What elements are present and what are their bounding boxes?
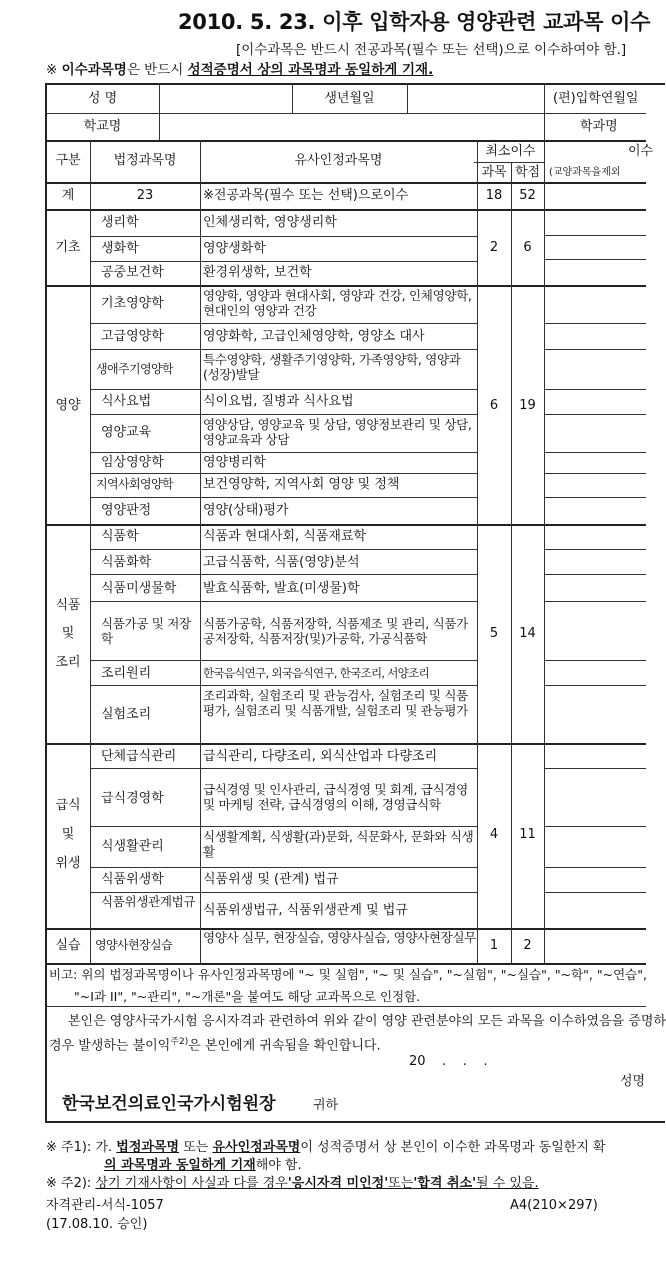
note-text: 될 수 있음. (476, 1176, 539, 1191)
practice-courses: 1 (489, 938, 499, 953)
similar-course: 특수영양학, 생활주기영양학, 가족영양학, 영양과(성장)발달 (203, 352, 461, 382)
declaration-line1: 본인은 영양사국가시험 응시자격과 관련하여 위와 같이 영양 관련분야의 모든 과목을 이수하였음을 증명하 (68, 1014, 666, 1029)
note-text: 해야 함. (255, 1158, 302, 1173)
form-id: 자격관리-서식-1057 (46, 1198, 164, 1213)
category-food: 식품 (55, 598, 81, 613)
birth-label: 생년월일 (324, 91, 375, 106)
legal-course: 식품미생물학 (101, 581, 177, 596)
legal-course: 식품가공 및 저장학 (101, 616, 191, 646)
legal-course: 조리원리 (101, 666, 152, 681)
category-foodservice: 위생 (55, 856, 81, 871)
foodservice-courses: 4 (489, 827, 499, 842)
total-courses: 18 (485, 188, 503, 203)
legal-course: 식품위생학 (101, 872, 164, 887)
category-foodservice: 및 (61, 827, 75, 842)
similar-course: 식품과 현대사회, 식품재료학 (203, 529, 367, 544)
note-2 (46, 1176, 539, 1192)
note-underlined: 성적증명서 상의 과목명과 동일하게 기재. (187, 62, 434, 78)
similar-course: 영양학, 영양과 현대사회, 영양과 건강, 인체영양학, 현대인의 영양과 건강 (203, 288, 472, 318)
note-text: 또는 (179, 1140, 213, 1155)
col-credits: 학점 (514, 165, 541, 180)
declaration-date: 20 . . . (409, 1054, 488, 1069)
similar-course: 발효식품학, 발효(미생물)학 (203, 581, 360, 596)
basic-courses: 2 (489, 240, 499, 255)
note-bold: '합격 취소' (413, 1176, 477, 1191)
similar-course: 급식관리, 다량조리, 외식산업과 다량조리 (203, 749, 438, 764)
legal-course: 실험조리 (101, 707, 152, 722)
similar-course: 보건영양학, 지역사회 영양 및 정책 (203, 477, 400, 492)
legal-course: 식생활관리 (101, 839, 164, 854)
form-note (46, 58, 433, 78)
note-bold: '응시자격 미인정' (287, 1176, 389, 1191)
paper-size: A4(210×297) (510, 1198, 598, 1213)
col-courses: 과목 (481, 165, 507, 180)
recipient-suffix: 귀하 (313, 1098, 339, 1113)
similar-course: 영양사 실무, 현장실습, 영양사실습, 영양사현장실무 (203, 930, 476, 945)
similar-course: 고급식품학, 식품(영양)분석 (203, 555, 360, 570)
declaration-line2 (49, 1035, 381, 1053)
dept-label: 학과명 (580, 119, 618, 134)
total-label: 계 (61, 188, 75, 203)
footnote-ref: 주2) (170, 1037, 189, 1047)
category-foodservice: 급식 (55, 798, 81, 813)
legal-course: 지역사회영양학 (96, 477, 173, 491)
category-basic: 기초 (55, 240, 81, 255)
legal-course: 기초영양학 (101, 296, 164, 311)
similar-course: 식품위생 및 (관계) 법규 (203, 872, 339, 887)
form-title: 2010. 5. 23. 이후 입학자용 영양관련 교과목 이수 (178, 10, 651, 34)
similar-course: 영양병리학 (203, 455, 266, 470)
enroll-label: (편)입학연월일 (553, 91, 639, 106)
note-1-line2 (104, 1158, 302, 1174)
category-nutrition: 영양 (55, 398, 81, 413)
recipient: 한국보건의료인국가시험원장 (62, 1094, 276, 1114)
category-food: 및 (61, 626, 75, 641)
legal-course: 생화학 (101, 241, 139, 256)
legal-course: 생리학 (101, 215, 139, 230)
total-note: ※전공과목(필수 또는 선택)으로이수 (203, 188, 409, 203)
note-text: 또는 (388, 1176, 414, 1191)
food-courses: 5 (489, 626, 499, 641)
note-text: 이 성적증명서 상 본인이 이수한 과목명과 동일한지 확 (300, 1140, 606, 1155)
legal-course: 식품화학 (101, 555, 152, 570)
approval-date: (17.08.10. 승인) (46, 1217, 148, 1232)
note-mid: 은 반드시 (126, 62, 188, 78)
note-bold: 유사인정과목명 (212, 1140, 301, 1155)
similar-course: 환경위생학, 보건학 (203, 265, 312, 280)
note-text: ※ 주1): 가. (46, 1140, 117, 1155)
similar-course: 인체생리학, 영양생리학 (203, 215, 337, 230)
similar-course: 한국음식연구, 외국음식연구, 한국조리, 서양조리 (203, 666, 429, 680)
similar-course: 식생활계획, 식생활(과)문화, 식문화사, 문화와 식생활 (203, 829, 474, 859)
foodservice-credits: 11 (519, 827, 536, 842)
food-credits: 14 (519, 626, 536, 641)
declaration-sign: 성명 (620, 1074, 646, 1089)
name-label: 성 명 (87, 91, 118, 106)
note-bold: 법정과목명 (116, 1140, 180, 1155)
col-legal: 법정과목명 (113, 153, 177, 168)
declaration-text: 은 본인에게 귀속됨을 확인합니다. (188, 1038, 381, 1054)
note-prefix: ※ (46, 62, 62, 78)
legal-course: 식품위생관계법규 (101, 894, 196, 909)
remarks-line1: 비고: 위의 법정과목명이나 유사인정과목명에 "~ 및 실험", "~ 및 실습", "~실험", "~실습", "~학", "~연습", (49, 967, 647, 982)
note-1 (46, 1140, 606, 1156)
legal-course: 임상영양학 (101, 455, 164, 470)
note-bold: 의 과목명과 동일하게 기재 (104, 1158, 256, 1173)
school-label: 학교명 (83, 119, 122, 134)
total-credits: 52 (519, 188, 536, 203)
note-underlined: 상기 기재사항이 사실과 다를 경우 (95, 1176, 288, 1191)
col-completed: 이수 (628, 144, 654, 159)
legal-course: 식사요법 (101, 394, 152, 409)
nutrition-credits: 19 (519, 398, 536, 413)
similar-course: 식이요법, 질병과 식사요법 (203, 394, 354, 409)
remarks-line2: "~I과 II", "~관리", "~개론"을 붙여도 해당 교과목으로 인정함. (74, 989, 421, 1004)
col-min: 최소이수 (485, 144, 536, 159)
similar-course: 영양(상태)평가 (203, 503, 289, 518)
category-food: 조리 (55, 655, 81, 670)
legal-course: 영양판정 (101, 503, 152, 518)
practice-credits: 2 (523, 938, 532, 953)
legal-course: 고급영양학 (101, 329, 164, 344)
similar-course: 영양화학, 고급인체영양학, 영양소 대사 (203, 329, 425, 344)
col-completed-note: (교양과목을제외 (549, 167, 621, 178)
similar-course: 영양생화학 (203, 241, 266, 256)
legal-course: 영양사현장실습 (95, 938, 172, 952)
declaration-text: 경우 발생하는 불이익 (49, 1038, 171, 1054)
col-category: 구분 (55, 153, 81, 168)
nutrition-courses: 6 (489, 398, 499, 413)
total-count: 23 (136, 188, 154, 203)
note-bold: 이수과목명 (61, 62, 127, 78)
legal-course: 단체급식관리 (101, 749, 177, 764)
legal-course: 생애주기영양학 (96, 362, 173, 376)
similar-course: 영양상담, 영양교육 및 상담, 영양정보관리 및 상담, 영양교육과 상담 (203, 417, 472, 447)
similar-course: 조리과학, 실험조리 및 관능검사, 실험조리 및 식품평가, 실험조리 및 식품개발, 실험조리 및 관능평가 (203, 688, 468, 718)
legal-course: 영양교육 (101, 425, 152, 440)
category-practice: 실습 (55, 938, 81, 953)
similar-course: 식품위생법규, 식품위생관계 및 법규 (203, 903, 408, 918)
note-text: ※ 주2): (46, 1176, 96, 1191)
similar-course: 급식경영 및 인사관리, 급식경영 및 회계, 급식경영 및 마케팅 전략, 급식경영의 이해, 경영급식학 (203, 782, 468, 812)
legal-course: 공중보건학 (101, 265, 164, 280)
basic-credits: 6 (523, 240, 532, 255)
col-similar: 유사인정과목명 (294, 153, 383, 168)
legal-course: 급식경영학 (101, 791, 164, 806)
legal-course: 식품학 (101, 529, 139, 544)
similar-course: 식품가공학, 식품저장학, 식품제조 및 관리, 식품가공저장학, 식품저장(및)가공학, 가공식품학 (203, 616, 468, 646)
form-subtitle: [이수과목은 반드시 전공과목(필수 또는 선택)으로 이수하여야 함.] (236, 42, 627, 58)
